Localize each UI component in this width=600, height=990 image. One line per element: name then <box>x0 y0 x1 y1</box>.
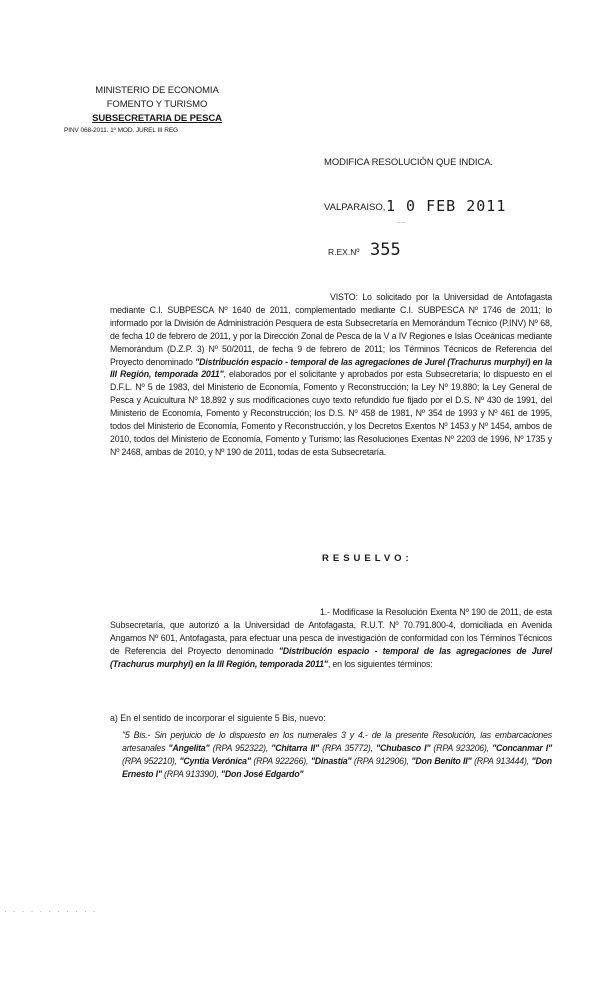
visto-project-title: "Distribución espacio - temporal de las agregaciones de Jurel (Trachurus murphyi) en la III Región, temporada 2011" <box>110 356 552 380</box>
scan-artifact: · · · · · · · · · · · <box>4 907 98 916</box>
vessel-rpa: (RPA 912906), <box>351 755 412 766</box>
letterhead <box>64 84 242 136</box>
vessel-name: "Don José Edgardo" <box>220 768 304 779</box>
article-1-paragraph <box>110 606 552 671</box>
vessel-rpa: (RPA 913444), <box>471 755 532 766</box>
vessel-name: "Chubasco I" <box>376 742 431 753</box>
vessel-name: "Angelita" <box>168 742 210 753</box>
vessel-rpa: (RPA 952210), <box>122 755 180 766</box>
stamp-mark: ·‐·‐· <box>396 220 406 226</box>
article-1-project-title: "Distribución espacio - temporal de las agregaciones de Jurel (Trachurus murphyi) en la III Región, temporada 2011" <box>110 645 552 669</box>
article-1-text-2: , en los siguientes términos: <box>327 658 433 669</box>
visto-text-1: VISTO: Lo solicitado por la Universidad de Antofagasta mediante C.I. SUBPESCA Nº 1640 de 2011, complementado mediante C.I. SUBPESCA Nº 1746 de 2011; lo informado por la División de Administración Pesquera de esta Subsecretaría en Memorándum Técnico (P.INV) Nº 68, de fecha 10 de febrero de 2011, y por la Dirección Zonal de Pesca de la V a IV Regiones e Islas Oceánicas mediante Memorándum (D.Z.P. 3) Nº 50/2011, de fecha 9 de febrero de 2011; los Términos Técnicos de Referencia del Proyecto denominado <box>110 292 552 367</box>
document-reference: PINV 068-2011. 1º MOD. JUREL III REG <box>64 127 179 134</box>
vessel-rpa: (RPA 922266), <box>250 755 311 766</box>
vessel-rpa: (RPA 913390), <box>161 768 221 779</box>
ministry-subtitle: FOMENTO Y TURISMO <box>106 99 208 110</box>
ministry-name: MINISTERIO DE ECONOMIA <box>95 85 219 96</box>
vessel-name: "Don Ernesto I" <box>122 755 552 779</box>
resolution-number: 355 <box>370 240 401 260</box>
vessel-rpa: (RPA 952322), <box>209 742 272 753</box>
quote-intro: "5 Bis.- Sin perjuicio de lo dispuesto en los numerales 3 y 4.- de la presente Resolución, las embarcaciones artesanales <box>122 730 552 753</box>
article-1-text-1: 1.- Modifícase la Resolución Exenta Nº 190 de 2011, de esta Subsecretaría, que autorizó a la Universidad de Antofagasta, R.U.T. Nº 70.791.800-4, domiciliada en Avenida Angamos Nº 601, Antofagasta, para efectuar una pesca de investigación de conformidad con los Términos Técnicos de Referencia del Proyecto denominado <box>110 607 552 656</box>
vessel-name: "Chitarra II" <box>271 742 319 753</box>
vessel-rpa: (RPA 35772), <box>318 742 377 753</box>
vessel-name: "Dinastía" <box>310 755 352 766</box>
resuelvo-heading: RESUELVO: <box>322 553 413 564</box>
vessel-name: "Cyntia Verónica" <box>179 755 251 766</box>
vessel-name: "Concanmar I" <box>492 742 552 753</box>
vessel-name: "Don Benito II" <box>411 755 472 766</box>
vessel-rpa: (RPA 923206), <box>430 742 493 753</box>
resolution-label: R.EX.Nº <box>328 247 360 257</box>
document-subject: MODIFICA RESOLUCIÓN QUE INDICA. <box>324 157 493 168</box>
date-stamp: 1 0 FEB 2011 <box>386 197 507 215</box>
item-a: a) En el sentido de incorporar el siguiente 5 Bis, nuevo: <box>110 713 326 723</box>
place-label: VALPARAISO, <box>324 202 386 213</box>
visto-text-2: , elaborados por el solicitante y aprobados por esta Subsecretaría; lo dispuesto en el D.F.L. Nº 5 de 1983, del Ministerio de Economía, Fomento y Reconstrucción; la Ley Nº 19.880; la Ley General de Pesca y Acuicultura Nº 18.892 y sus modificaciones cuyo texto refundido fue fijado por el D.S. Nº 430 de 1991, del Ministerio de Economía, Fomento y Reconstrucción; los D.S. Nº 458 de 1981, Nº 354 de 1993 y Nº 461 de 1995, todos del Ministerio de Economía, Fomento y Reconstrucción, y los Decretos Exentos Nº 1453 y Nº 1454, ambos de 2010, todos del Ministerio de Economía, Fomento y Turismo; las Resoluciones Exentas Nº 2203 de 1996, Nº 1735 y Nº 2468, ambas de 2010, y Nº 190 de 2011, todas de esta Subsecretaría. <box>110 369 552 457</box>
subsecretary-name: SUBSECRETARIA DE PESCA <box>92 113 222 124</box>
visto-paragraph <box>110 291 552 459</box>
article-5bis-quote <box>122 729 552 781</box>
